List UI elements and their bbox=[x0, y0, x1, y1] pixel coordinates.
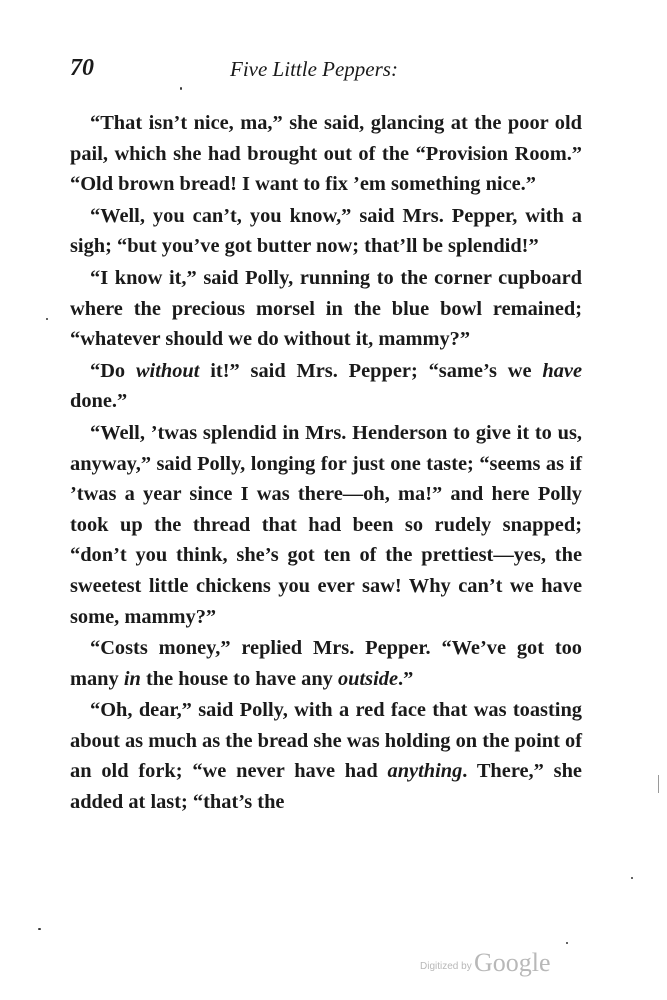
running-title: Five Little Peppers: bbox=[230, 57, 398, 81]
text-segment: “Costs money,” replied Mrs. Pepper. “We’ve got too many bbox=[70, 637, 582, 690]
paragraph bbox=[70, 263, 582, 355]
digitized-by-label: Digitized by bbox=[420, 961, 472, 972]
text-segment: “Oh, dear,” said Polly, with a red face that was toasting about as much as the bread she was holding on the point of an old fork; “we never have had bbox=[70, 699, 582, 783]
paragraph bbox=[70, 108, 582, 200]
body-text bbox=[70, 108, 582, 818]
digitization-watermark bbox=[420, 948, 620, 980]
ink-speck bbox=[180, 87, 182, 90]
text-segment: “I know it,” said Polly, running to the corner cupboard where the precious morsel in the blue bowl remained; “whatever should we do without it, mammy?” bbox=[70, 266, 582, 351]
google-logo: Google bbox=[474, 948, 551, 977]
paragraph bbox=[70, 356, 582, 417]
text-segment: done.” bbox=[70, 390, 128, 413]
text-segment: . There,” she added at last; “that’s the bbox=[70, 760, 582, 814]
paragraph bbox=[70, 695, 582, 817]
italic-text: without bbox=[135, 359, 200, 382]
paragraph bbox=[70, 418, 582, 632]
ink-speck bbox=[38, 928, 41, 930]
paragraph bbox=[70, 633, 582, 694]
page-number: 70 bbox=[70, 55, 94, 81]
italic-text: outside bbox=[337, 667, 399, 690]
text-segment: “Well, you can’t, you know,” said Mrs. Pepper, with a sigh; “but you’ve got butter now; that’ll be splendid!” bbox=[70, 204, 582, 258]
text-segment: “Well, ’twas splendid in Mrs. Henderson to give it to us, anyway,” said Polly, longing for just one taste; “seems as if ’twas a year since I was there—oh, ma!” and here Polly took up the thread that had been so rudely snapped; “don’t you think, she’s got ten of the prettiest—yes, the sweetest little chickens you ever saw! Why can’t we have some, mammy?” bbox=[70, 421, 582, 628]
italic-text: in bbox=[123, 667, 141, 690]
text-segment: “That isn’t nice, ma,” she said, glancing at the poor old pail, which she had brought out of the “Provision Room.” “Old brown bread! I want to fix ’em something nice.” bbox=[70, 112, 582, 196]
page-header bbox=[70, 55, 590, 85]
ink-speck bbox=[566, 942, 568, 944]
text-segment: it!” said Mrs. Pepper; “same’s we bbox=[199, 359, 543, 382]
text-segment: .” bbox=[398, 667, 414, 690]
ink-speck bbox=[46, 318, 48, 320]
paragraph bbox=[70, 201, 582, 262]
ink-speck bbox=[631, 877, 633, 879]
text-segment: “Do bbox=[90, 359, 136, 382]
margin-mark bbox=[658, 775, 659, 793]
text-segment: the house to have any bbox=[140, 667, 338, 690]
italic-text: anything bbox=[387, 760, 463, 783]
italic-text: have bbox=[542, 359, 582, 382]
